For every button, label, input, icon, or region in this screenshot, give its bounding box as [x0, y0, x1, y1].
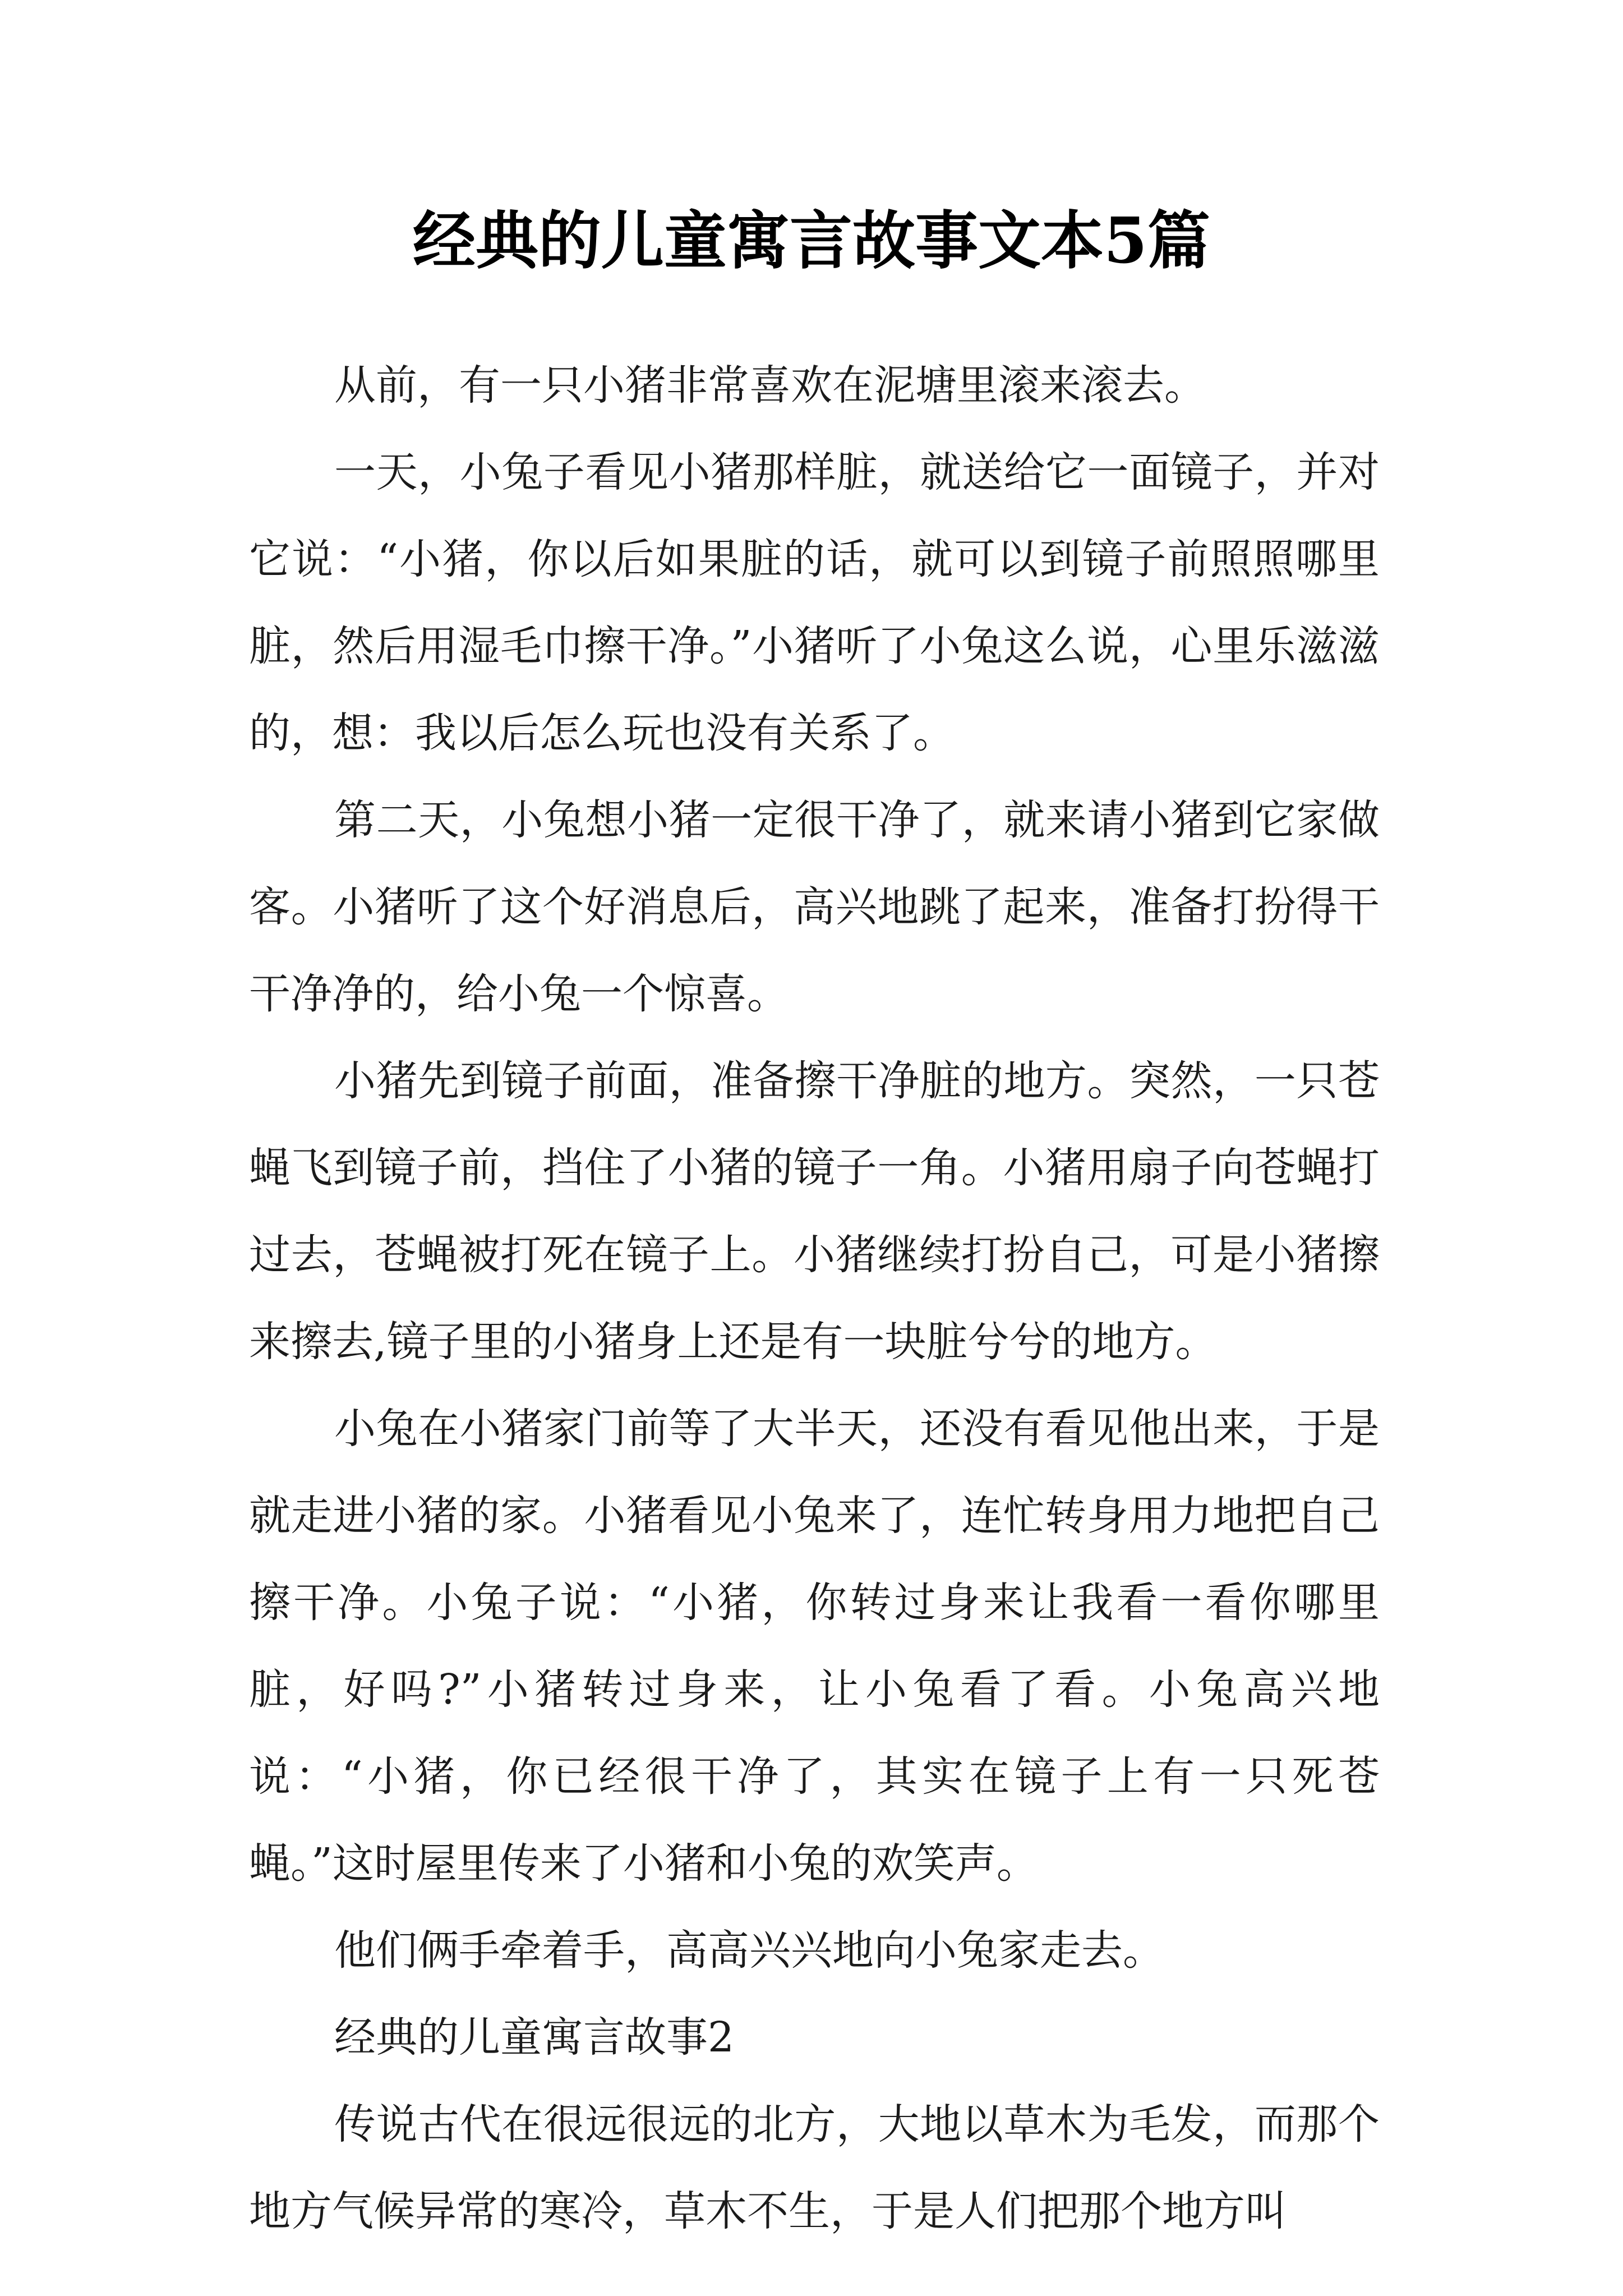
section-heading: 经典的儿童寓言故事2: [334, 2013, 735, 2062]
document-body: [249, 342, 1380, 2255]
paragraph: 小兔在小猪家门前等了大半天，还没有看见他出来，于是就走进小猪的家。小猪看见小兔来了，连忙转身用力地把自己擦干净。小兔子说：“小猪，你转过身来让我看一看你哪里脏，好吗?”小猪转过身来，让小兔看了看。小兔高兴地说：“小猪，你已经很干净了，其实在镜子上有一只死苍蝇。”这时屋里传来了小猪和小兔的欢笑声。: [249, 1405, 1380, 1888]
paragraph: 传说古代在很远很远的北方，大地以草木为毛发，而那个地方气候异常的寒冷，草木不生，于是人们把那个地方叫: [249, 2100, 1380, 2235]
paragraph: 第二天，小兔想小猪一定很干净了，就来请小猪到它家做客。小猪听了这个好消息后，高兴地跳了起来，准备打扮得干干净净的，给小兔一个惊喜。: [249, 796, 1380, 1018]
document-title: 经典的儿童寓言故事文本5篇: [413, 204, 1210, 278]
paragraph: 小猪先到镜子前面，准备擦干净脏的地方。突然，一只苍蝇飞到镜子前，挡住了小猪的镜子一角。小猪用扇子向苍蝇打过去，苍蝇被打死在镜子上。小猪继续打扮自己，可是小猪擦来擦去,镜子里的小猪身上还是有一块脏兮兮的地方。: [249, 1057, 1380, 1366]
paragraph: 一天，小兔子看见小猪那样脏，就送给它一面镜子，并对它说：“小猪，你以后如果脏的话，就可以到镜子前照照哪里脏，然后用湿毛巾擦干净。”小猪听了小兔这么说，心里乐滋滋的，想：我以后怎么玩也没有关系了。: [249, 448, 1380, 757]
paragraph: 他们俩手牵着手，高高兴兴地向小兔家走去。: [334, 1926, 1164, 1975]
paragraph: 从前，有一只小猪非常喜欢在泥塘里滚来滚去。: [334, 361, 1206, 409]
